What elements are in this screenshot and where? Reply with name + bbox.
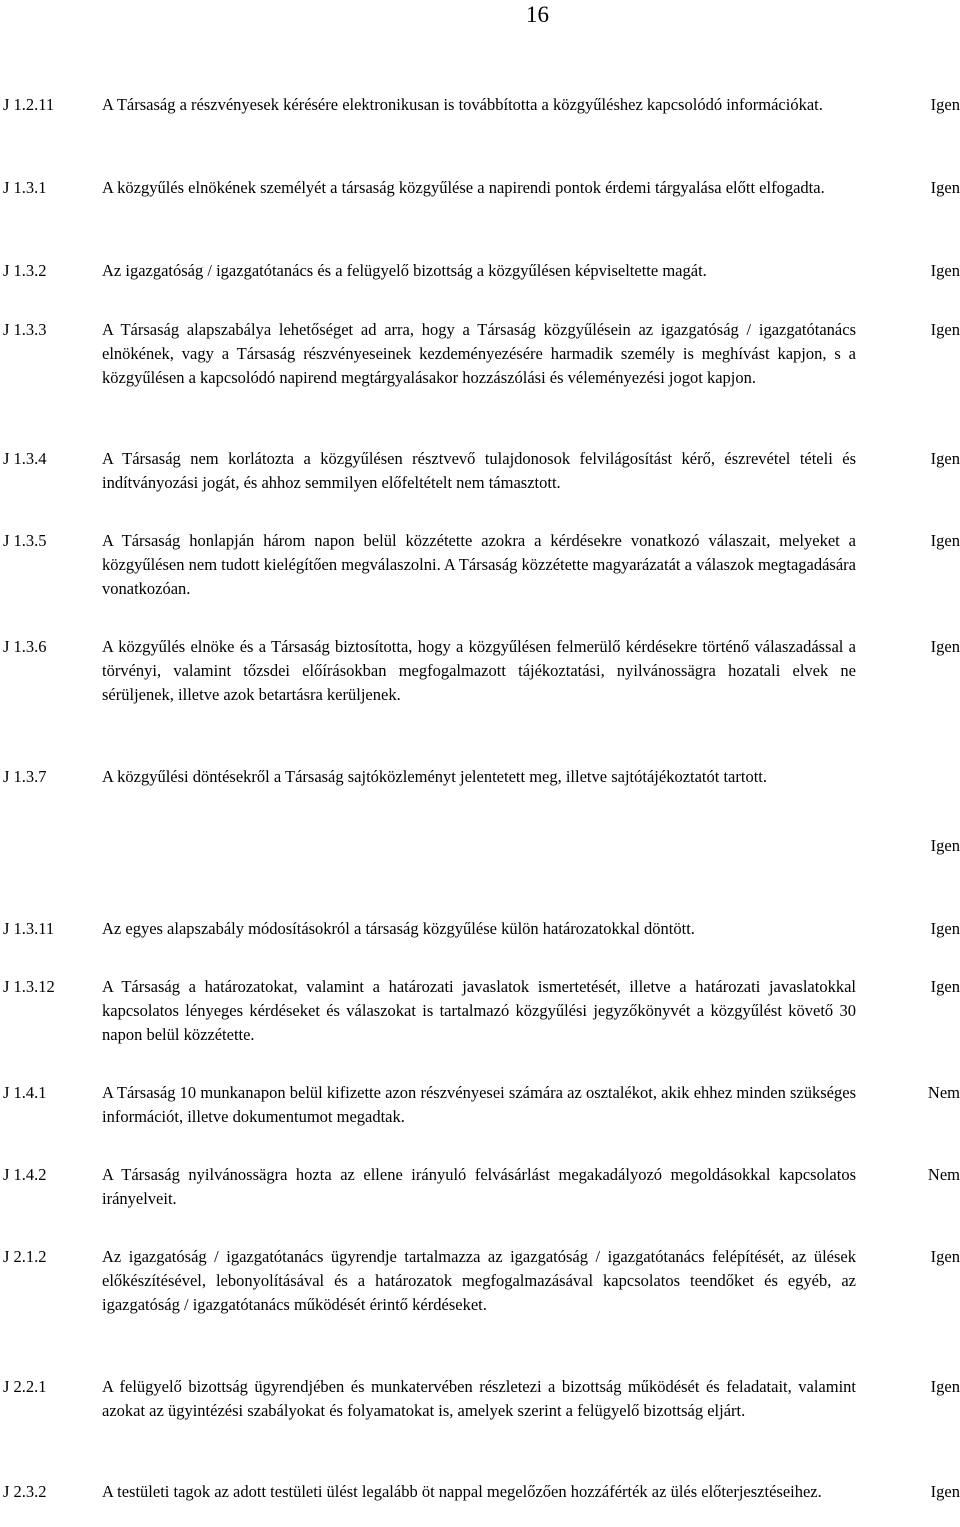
item-answer: Igen <box>930 1377 960 1396</box>
item-code: J 1.4.1 <box>3 1083 47 1102</box>
item-text: A Társaság nem korlátozta a közgyűlésen résztvevő tulajdonosok felvilágosítást kérő, észrevétel tételi és indítványozási jogát, és ahhoz semmilyen előfeltételt nem támasztott. <box>102 449 856 492</box>
item-text: A közgyűlés elnökének személyét a társaság közgyűlése a napirendi pontok érdemi tárgyalása előtt elfogadta. <box>102 178 825 197</box>
item-text: A közgyűlési döntésekről a Társaság sajtóközleményt jelentetett meg, illetve sajtótájékoztatót tartott. <box>102 767 767 786</box>
item-answer: Igen <box>930 449 960 468</box>
item-code: J 2.1.2 <box>3 1247 47 1266</box>
page-number: 16 <box>526 2 549 27</box>
item-answer: Igen <box>930 320 960 339</box>
item-code: J 1.3.12 <box>3 977 55 996</box>
item-code: J 1.3.11 <box>3 919 55 938</box>
item-code: J 1.3.2 <box>3 261 47 280</box>
item-code: J 2.3.2 <box>3 1482 47 1501</box>
item-code: J 1.2.11 <box>3 95 55 114</box>
item-answer: Igen <box>930 531 960 550</box>
item-text: A Társaság 10 munkanapon belül kifizette azon részvényesei számára az osztalékot, akik ehhez minden szükséges információt, illetve dokumentumot megadtak. <box>102 1083 856 1126</box>
item-code: J 1.3.1 <box>3 178 47 197</box>
item-text: A Társaság honlapján három napon belül közzétette azokra a kérdésekre vonatkozó válaszait, melyeket a közgyűlésen nem tudott kielégítően megválaszolni. A Társaság közzétette magyarázatát a válaszok megtagadására vonatkozóan. <box>102 531 856 598</box>
item-code: J 1.3.3 <box>3 320 47 339</box>
item-answer: Igen <box>930 178 960 197</box>
item-code: J 1.4.2 <box>3 1165 47 1184</box>
item-answer: Nem <box>927 1083 960 1102</box>
item-text: A Társaság alapszabálya lehetőséget ad arra, hogy a Társaság közgyűlésein az igazgatóság / igazgatótanács elnökének, vagy a Társaság részvényeseinek kezdeményezésére harmadik személy is meghívást kapjon, s a közgyűlésen a kapcsolódó napirend megtárgyalásakor hozzászólási és véleményezési jogot kapjon. <box>102 320 856 387</box>
item-answer: Igen <box>930 1247 960 1266</box>
item-answer: Igen <box>930 977 960 996</box>
item-text: A Társaság a részvényesek kérésére elektronikusan is továbbította a közgyűléshez kapcsolódó információkat. <box>102 95 823 114</box>
item-code: J 1.3.4 <box>3 449 47 468</box>
item-code: J 1.3.5 <box>3 531 47 550</box>
item-answer: Igen <box>930 919 960 938</box>
item-text: A Társaság nyilvánossägra hozta az ellene irányuló felvásárlást megakadályozó megoldásokkal kapcsolatos irányelveit. <box>102 1165 856 1208</box>
item-answer: Igen <box>930 95 960 114</box>
item-text: Az igazgatóság / igazgatótanács és a felügyelő bizottság a közgyűlésen képviseltette magát. <box>102 261 707 280</box>
item-text: A közgyűlés elnöke és a Társaság biztosította, hogy a közgyűlésen felmerülő kérdésekre történő válaszadással a törvényi, valamint tőzsdei előírásokban megfogalmazott tájékoztatási, nyilvánossägra hozatali elvek ne sérüljenek, illetve azok betartásra kerüljenek. <box>102 637 856 704</box>
item-text: A testületi tagok az adott testületi ülést legalább öt nappal megelőzően hozzáférték az ülés előterjesztéseihez. <box>102 1482 822 1501</box>
item-answer: Igen <box>930 836 960 855</box>
item-code: J 2.2.1 <box>3 1377 47 1396</box>
item-code: J 1.3.7 <box>3 767 47 786</box>
item-answer: Igen <box>930 1482 960 1501</box>
item-text: A Társaság a határozatokat, valamint a határozati javaslatok ismertetését, illetve a határozati javaslatokkal kapcsolatos lényeges kérdéseket és válaszokat is tartalmazó közgyűlési jegyzőkönyvét a közgyűlést követő 30 napon belül közzétette. <box>102 977 856 1044</box>
item-answer: Igen <box>930 261 960 280</box>
item-code: J 1.3.6 <box>3 637 47 656</box>
item-text: Az egyes alapszabály módosításokról a társaság közgyűlése külön határozatokkal döntött. <box>102 919 695 938</box>
item-text: Az igazgatóság / igazgatótanács ügyrendje tartalmazza az igazgatóság / igazgatótanács felépítését, az ülések előkészítésével, lebonyolításával és a határozatok megfogalmazásával kapcsolatos teendőket és egyéb, az igazgatóság / igazgatótanács működését érintő kérdéseket. <box>102 1247 856 1314</box>
item-text: A felügyelő bizottság ügyrendjében és munkatervében részletezi a bizottság működését és feladatait, valamint azokat az ügyintézési szabályokat és folyamatokat is, amelyek szerint a felügyelő bizottság eljárt. <box>102 1377 856 1420</box>
item-answer: Igen <box>930 637 960 656</box>
item-answer: Nem <box>927 1165 960 1184</box>
